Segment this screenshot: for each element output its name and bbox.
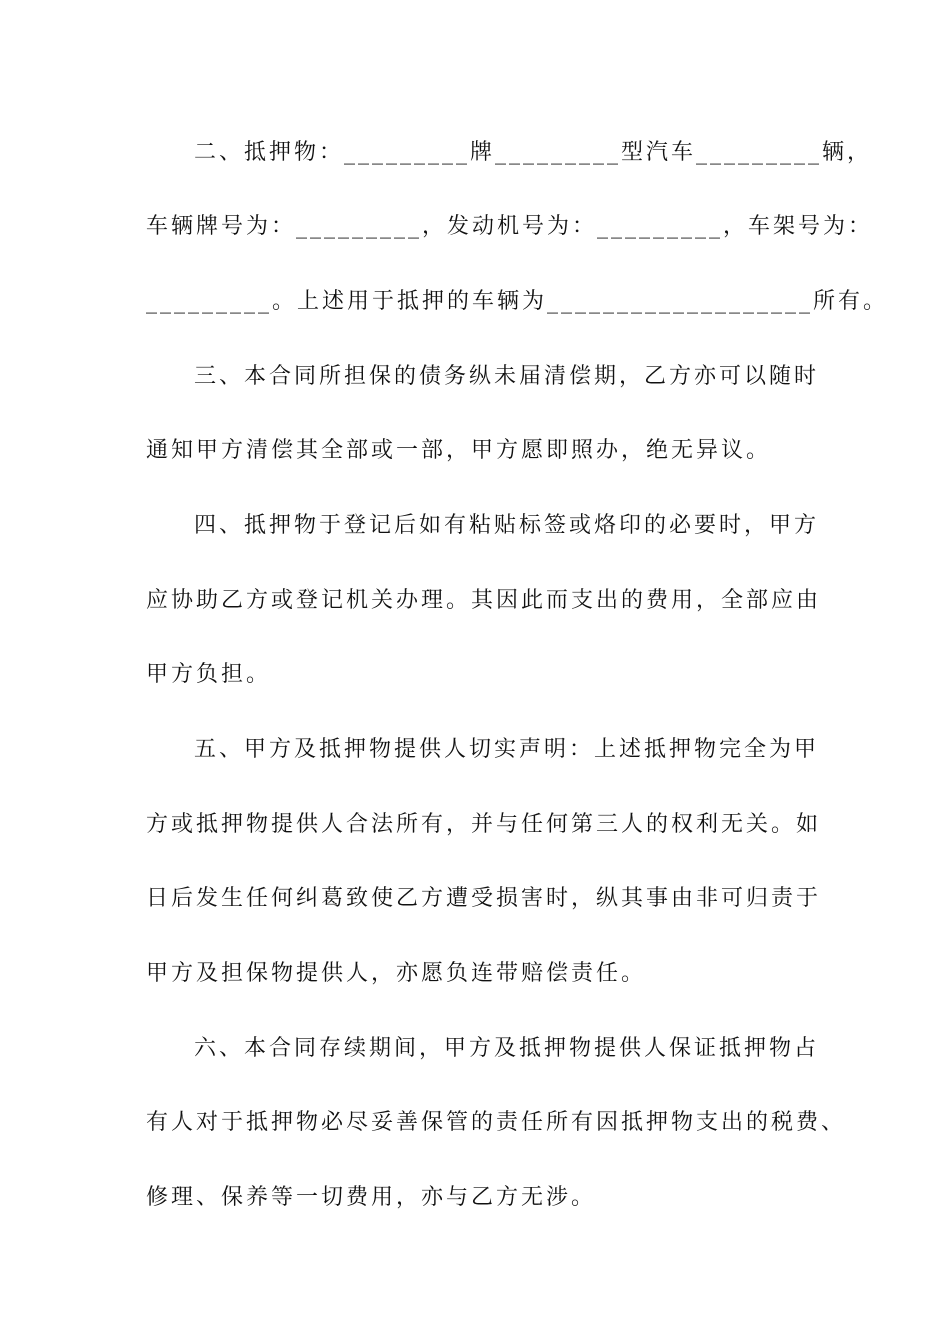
clause-5-line-1: 五、甲方及抵押物提供人切实声明：上述抵押物完全为甲 — [194, 737, 820, 762]
clause-2-line-1: 二、抵押物：_________牌_________型汽车_________辆， — [194, 140, 873, 165]
clause-3-line-2: 通知甲方清偿其全部或一部，甲方愿即照办，绝无异议。 — [146, 438, 772, 463]
clause-4-line-1: 四、抵押物于登记后如有粘贴标签或烙印的必要时，甲方 — [194, 513, 820, 538]
clause-2-line-2: 车辆牌号为：_________，发动机号为：_________，车架号为： — [146, 214, 874, 239]
clause-4-line-2: 应协助乙方或登记机关办理。其因此而支出的费用，全部应由 — [146, 588, 822, 613]
clause-6-line-1: 六、本合同存续期间，甲方及抵押物提供人保证抵押物占 — [194, 1036, 820, 1061]
clause-5-line-3: 日后发生任何纠葛致使乙方遭受损害时，纵其事由非可归责于 — [146, 886, 822, 911]
clause-3-line-1: 三、本合同所担保的债务纵未届清偿期，乙方亦可以随时 — [194, 364, 820, 389]
clause-4-line-3: 甲方负担。 — [146, 662, 272, 687]
clause-6-line-3: 修理、保养等一切费用，亦与乙方无涉。 — [146, 1185, 597, 1210]
clause-5-line-4: 甲方及担保物提供人，亦愿负连带赔偿责任。 — [146, 961, 647, 986]
clause-5-line-2: 方或抵押物提供人合法所有，并与任何第三人的权利无关。如 — [146, 812, 822, 837]
clause-2-line-3: _________。上述用于抵押的车辆为___________________所有。 — [146, 289, 889, 314]
clause-6-line-2: 有人对于抵押物必尽妥善保管的责任所有因抵押物支出的税费、 — [146, 1110, 847, 1135]
